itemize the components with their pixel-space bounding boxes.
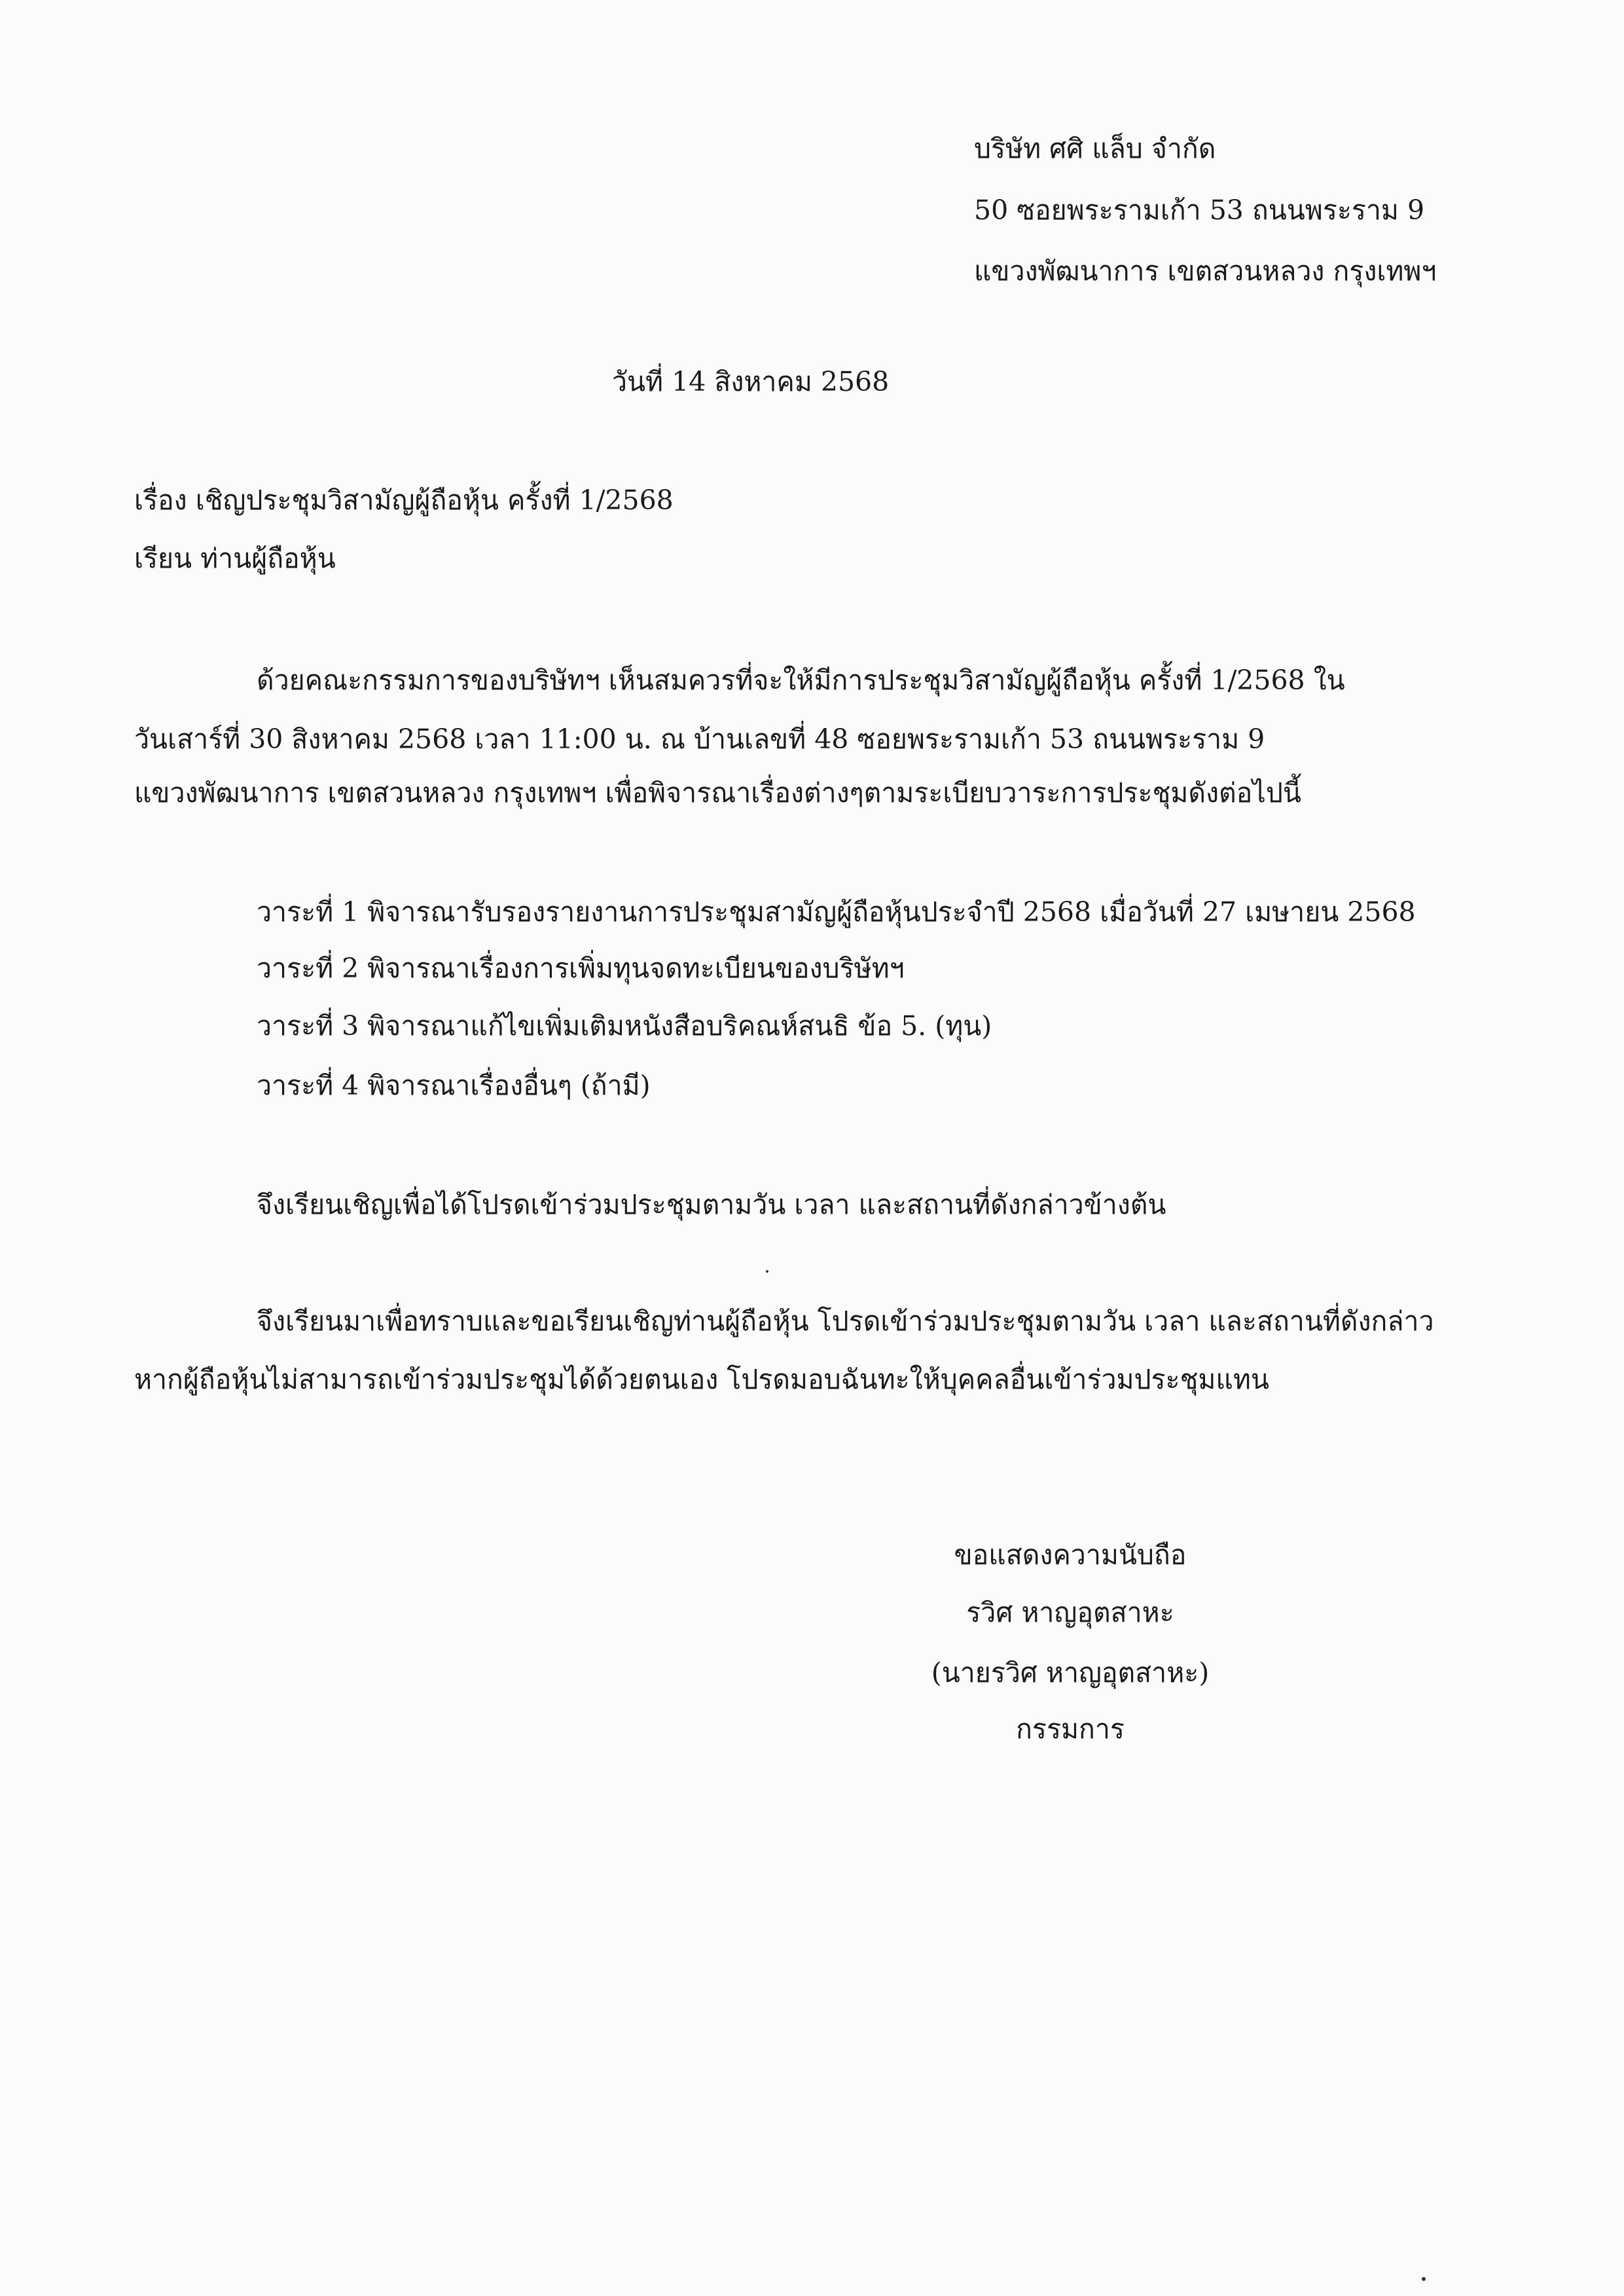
signature-signed-name: รวิศ หาญอุตสาหะ [966,1597,1174,1628]
signature-title: กรรมการ [1016,1713,1125,1745]
letter-subject: เรื่อง เชิญประชุมวิสามัญผู้ถือหุ้น ครั้งที่ 1/2568 [134,484,674,516]
agenda-item-4: วาระที่ 4 พิจารณาเรื่องอื่นๆ (ถ้ามี) [257,1070,651,1101]
signature-regards: ขอแสดงความนับถือ [954,1539,1187,1571]
intro-line3: แขวงพัฒนาการ เขตสวนหลวง กรุงเทพฯ เพื่อพิจารณาเรื่องต่างๆตามระเบียบวาระการประชุมดังต่อไปนี้ [134,777,1301,809]
letter-salutation: เรียน ท่านผู้ถือหุ้น [134,543,336,574]
closing-line2: หากผู้ถือหุ้นไม่สามารถเข้าร่วมประชุมได้ด้วยตนเอง โปรดมอบฉันทะให้บุคคลอื่นเข้าร่วมประชุมแทน [134,1364,1269,1395]
paper-speck [766,1270,768,1273]
intro-line2: วันเสาร์ที่ 30 สิงหาคม 2568 เวลา 11:00 น. ณ บ้านเลขที่ 48 ซอยพระรามเก้า 53 ถนนพระราม 9 [134,723,1265,755]
agenda-item-2: วาระที่ 2 พิจารณาเรื่องการเพิ่มทุนจดทะเบียนของบริษัทฯ [257,953,905,984]
agenda-item-1: วาระที่ 1 พิจารณารับรองรายงานการประชุมสามัญผู้ถือหุ้นประจำปี 2568 เมื่อวันที่ 27 เมษายน 2568 [257,896,1416,928]
letter-date: วันที่ 14 สิงหาคม 2568 [612,366,890,397]
invitation-text: จึงเรียนเชิญเพื่อได้โปรดเข้าร่วมประชุมตามวัน เวลา และสถานที่ดังกล่าวข้างต้น [257,1189,1166,1220]
paper-speck [1422,2277,1426,2281]
sender-address-line1: 50 ซอยพระรามเก้า 53 ถนนพระราม 9 [974,194,1425,226]
signature-printed-name: (นายรวิศ หาญอุตสาหะ) [931,1657,1210,1688]
intro-line1: ด้วยคณะกรรมการของบริษัทฯ เห็นสมควรที่จะให้มีการประชุมวิสามัญผู้ถือหุ้น ครั้งที่ 1/2568 ใน [257,665,1345,696]
sender-address-line2: แขวงพัฒนาการ เขตสวนหลวง กรุงเทพฯ [974,255,1437,287]
closing-line1: จึงเรียนมาเพื่อทราบและขอเรียนเชิญท่านผู้ถือหุ้น โปรดเข้าร่วมประชุมตามวัน เวลา และสถานที่ดังกล่าว [257,1305,1434,1337]
sender-company: บริษัท ศศิ แล็บ จำกัด [974,133,1216,164]
agenda-item-3: วาระที่ 3 พิจารณาแก้ไขเพิ่มเติมหนังสือบริคณห์สนธิ ข้อ 5. (ทุน) [257,1010,992,1042]
